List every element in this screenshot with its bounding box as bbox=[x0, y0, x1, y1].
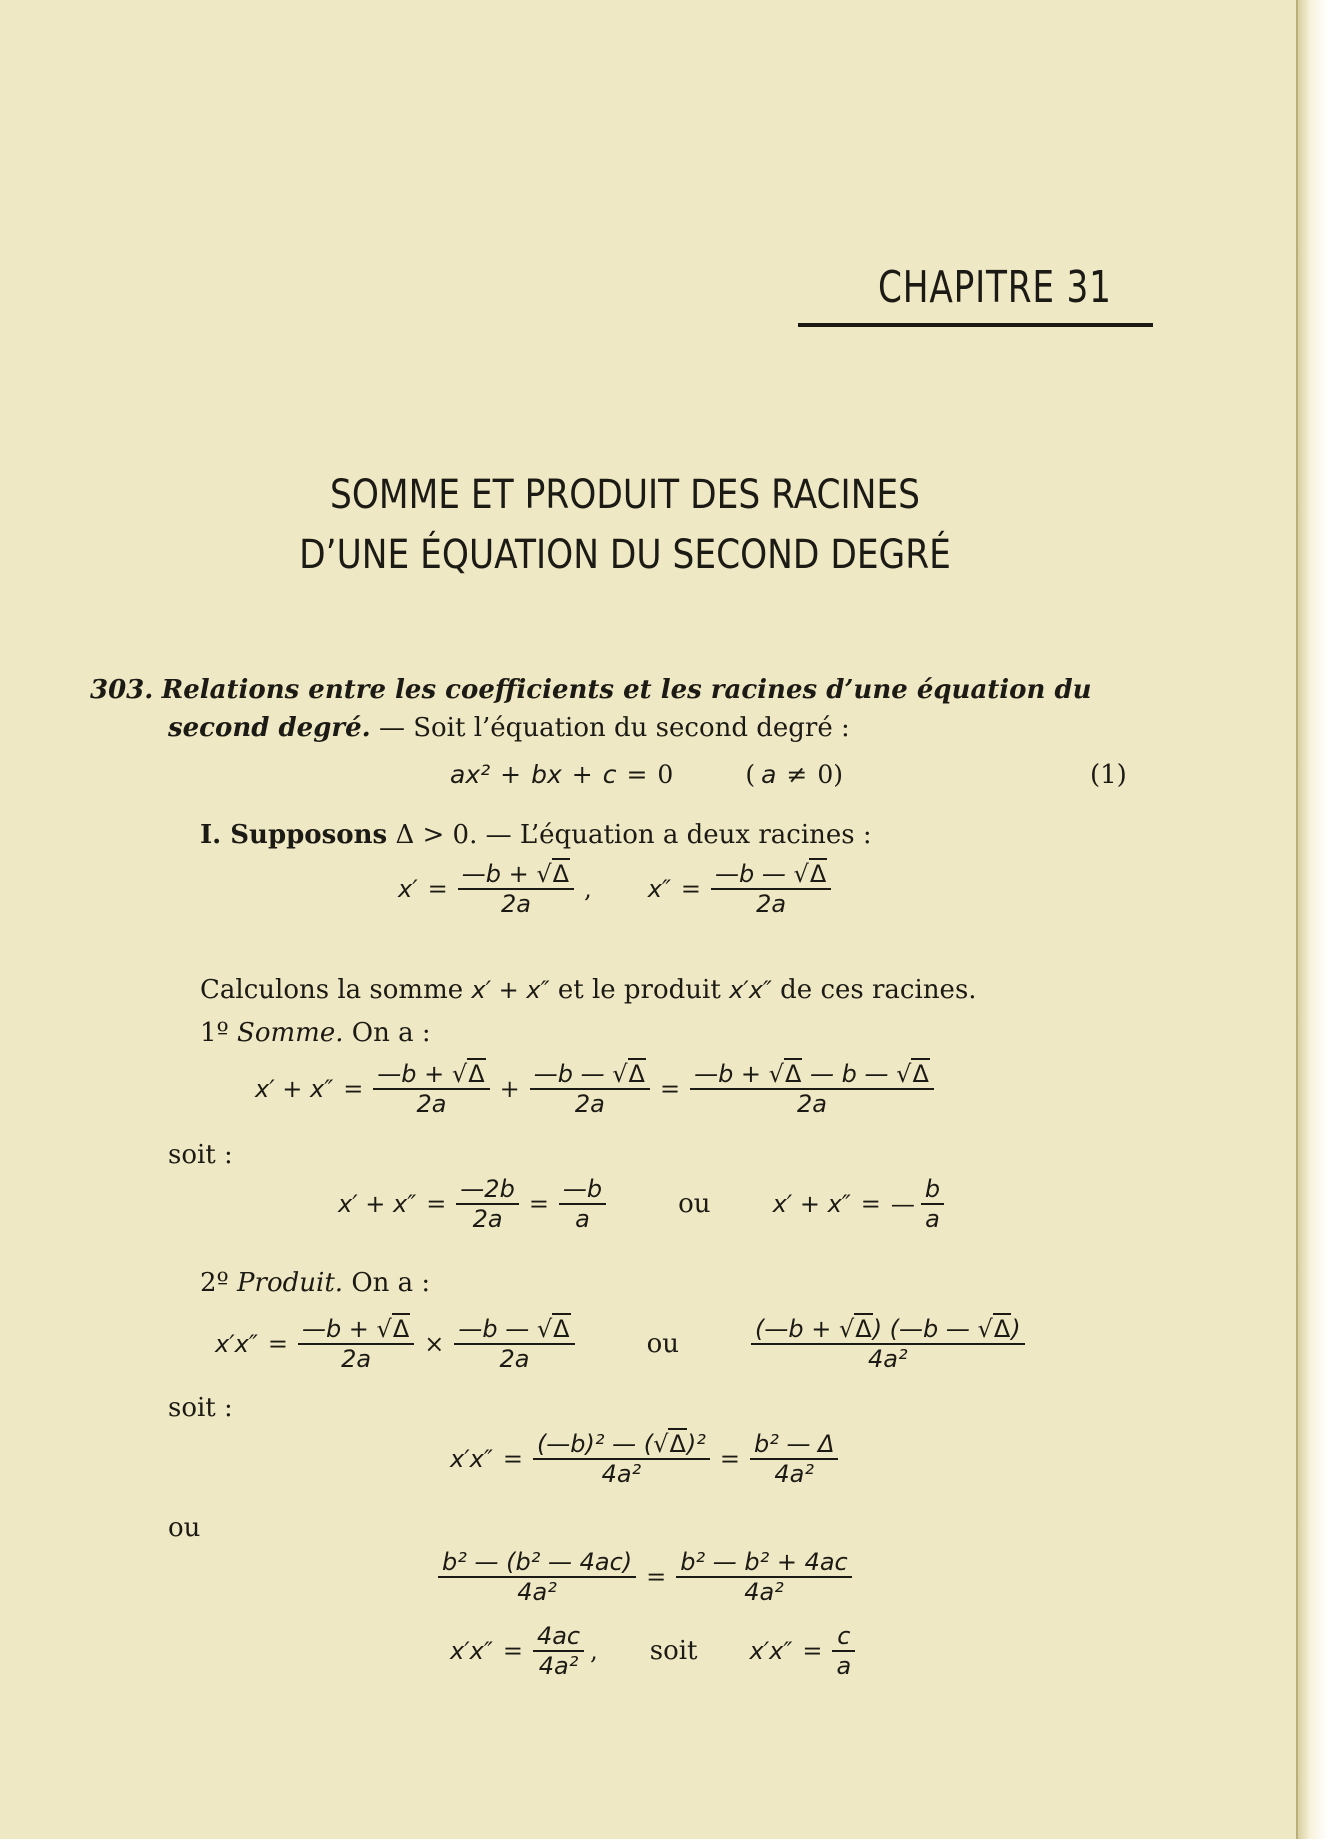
equation-1: ax² + bx + c = 0 ( a ≠ 0) bbox=[450, 760, 844, 789]
ou-1: ou bbox=[678, 1189, 711, 1219]
produit-on-a: On a : bbox=[351, 1268, 431, 1298]
produit-number: 2º bbox=[200, 1268, 229, 1298]
produit-label: Produit. bbox=[237, 1268, 344, 1298]
soit-2: soit : bbox=[168, 1393, 233, 1423]
calc-text-3: de ces racines. bbox=[780, 975, 977, 1005]
section-title-b: second degré. bbox=[168, 713, 371, 743]
calc-text-1: Calculons la somme bbox=[200, 975, 464, 1005]
somme-number: 1º bbox=[200, 1018, 229, 1048]
product-result: x′x″ = $\frac{4ac}{\text{4a²}}$ , soit x′x″ = $\frac{c}{a}$ bbox=[450, 1622, 861, 1680]
chapter-heading: CHAPITRE 31 bbox=[878, 262, 1112, 313]
section-heading-line-1 bbox=[90, 675, 1092, 705]
soit-3: soit bbox=[649, 1636, 698, 1666]
case-1-text: — L’équation a deux racines : bbox=[485, 820, 872, 850]
section-heading-line-2 bbox=[168, 713, 850, 743]
somme-line bbox=[200, 1018, 431, 1048]
chapter-rule bbox=[798, 323, 1153, 327]
title-line-2: D’UNE ÉQUATION DU SECOND DEGRÉ bbox=[299, 532, 951, 578]
case-1-label: I. Supposons bbox=[200, 820, 388, 850]
product-expanded: $\frac{\text{b² — (b² — 4ac)}}{\text{4a²}}$ = $\frac{\text{b² — b² + 4ac}}{\text{4a²}}$ bbox=[438, 1548, 858, 1606]
somme-label: Somme. bbox=[237, 1018, 344, 1048]
title-line-1: SOMME ET PRODUIT DES RACINES bbox=[329, 472, 921, 518]
case-1-condition: Δ > 0. bbox=[395, 820, 478, 850]
page-edge bbox=[1296, 0, 1328, 1839]
somme-on-a: On a : bbox=[351, 1018, 431, 1048]
ou-2: ou bbox=[646, 1329, 679, 1359]
calc-text-2: et le produit bbox=[557, 975, 721, 1005]
soit-1: soit : bbox=[168, 1140, 233, 1170]
sum-result: x′ + x″ = $\frac{—2b}{2a}$ = $\frac{—b}{a}$ ou x′ + x″ = — $\frac{b}{a}$ bbox=[338, 1175, 950, 1233]
sum-equation: x′ + x″ = $\frac{—b + √\Delta}{2a}$ + $\frac{—b — √\Delta}{2a}$ = $\frac{—b + √\Delta — b — √\Delta}{2a}$ bbox=[255, 1060, 940, 1118]
equation-1-ref: (1) bbox=[1090, 760, 1127, 790]
product-step: x′x″ = $\frac{\text{(—b)² — (√Δ)²}}{\text{4a²}}$ = $\frac{\text{b² — Δ}}{\text{4a²}}$ bbox=[450, 1430, 844, 1488]
product-equation: x′x″ = $\frac{—b + √\Delta}{2a}$ × $\frac{—b — √\Delta}{2a}$ ou $\frac{(—b + √\Delta) (—b — √\Delta)}{\text{4a²}}$ bbox=[215, 1315, 1031, 1373]
ou-3: ou bbox=[168, 1513, 201, 1543]
produit-line bbox=[200, 1268, 430, 1298]
roots-equation: x′ = $\frac{—b + √\Delta}{2a}$ , x″ = $\frac{—b — √\Delta}{2a}$ bbox=[398, 860, 837, 918]
section-title-a: Relations entre les coefficients et les racines d’une équation du bbox=[161, 675, 1092, 705]
section-number: 303. bbox=[90, 675, 154, 705]
calc-line: Calculons la somme x′ + x″ et le produit x′x″ de ces racines. bbox=[200, 975, 977, 1005]
case-1-line bbox=[200, 820, 872, 850]
section-intro: — Soit l’équation du second degré : bbox=[378, 713, 850, 743]
